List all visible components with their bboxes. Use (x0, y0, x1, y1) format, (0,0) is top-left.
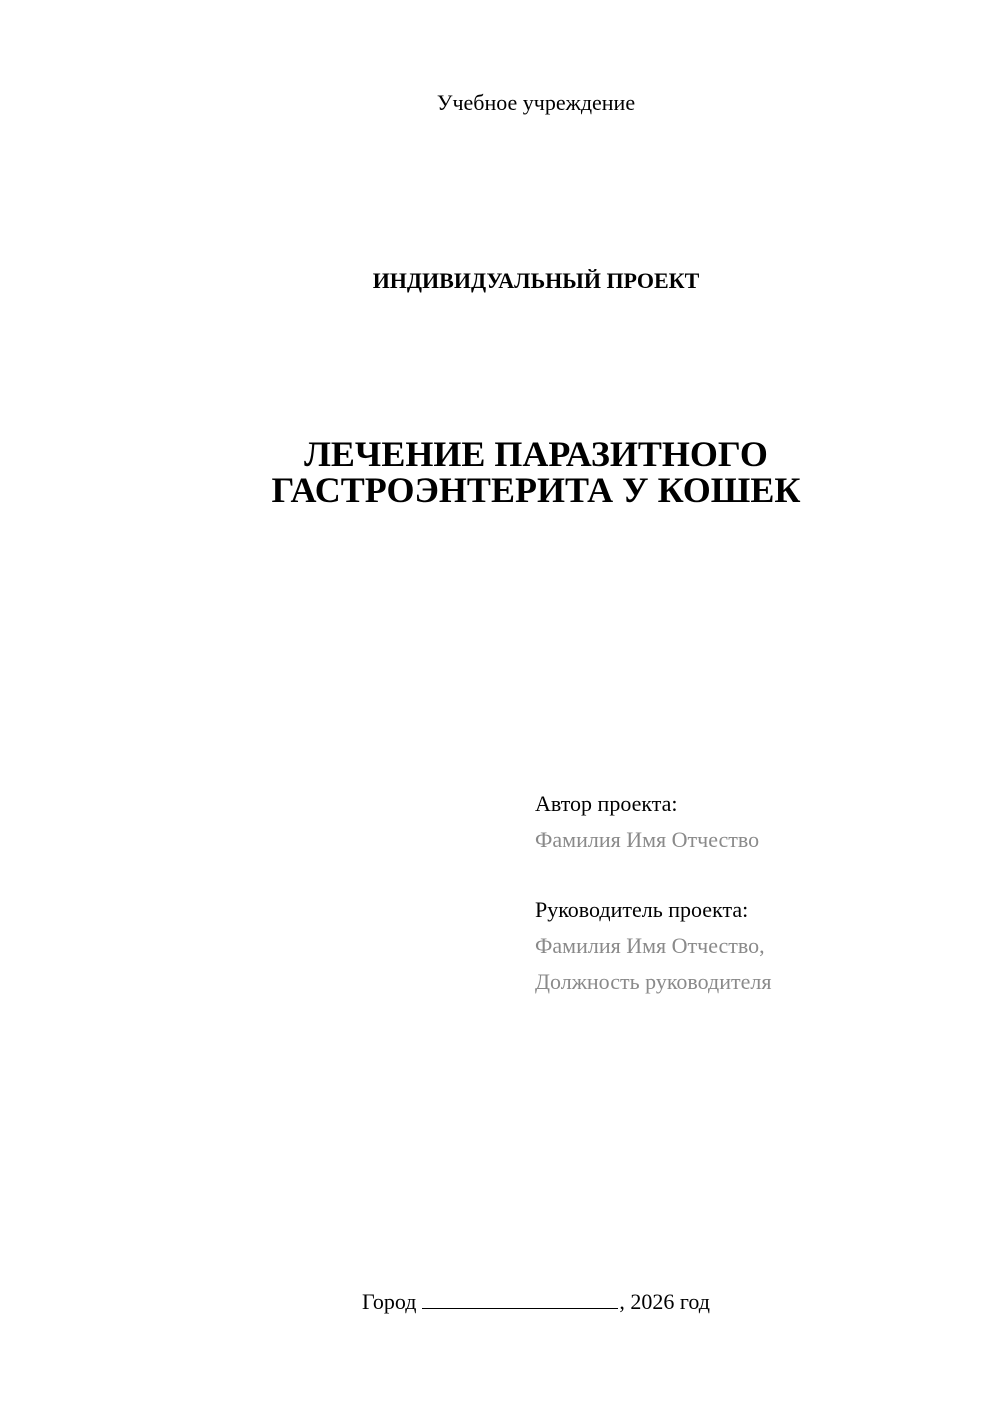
supervisor-label: Руководитель проекта: (535, 897, 749, 922)
author-name-placeholder: Фамилия Имя Отчество (535, 827, 760, 852)
author-block (535, 786, 759, 858)
document-type-heading: ИНДИВИДУАЛЬНЫЙ ПРОЕКТ (372, 268, 700, 293)
project-title-line-2: ГАСТРОЭНТЕРИТА У КОШЕК (271, 470, 801, 510)
city-label: Город (362, 1289, 417, 1314)
supervisor-position-placeholder: Должность руководителя (535, 969, 772, 994)
supervisor-block (535, 892, 771, 1000)
project-title-line-1: ЛЕЧЕНИЕ ПАРАЗИТНОГО (304, 434, 768, 474)
supervisor-name-placeholder: Фамилия Имя Отчество, (535, 933, 765, 958)
project-title (0, 436, 1000, 508)
year-text: , 2026 год (619, 1289, 710, 1314)
city-blank-line (422, 1288, 618, 1309)
author-label: Автор проекта: (535, 791, 678, 816)
institution-name: Учебное учреждение (436, 90, 636, 115)
footer-city-year (0, 1288, 1000, 1315)
